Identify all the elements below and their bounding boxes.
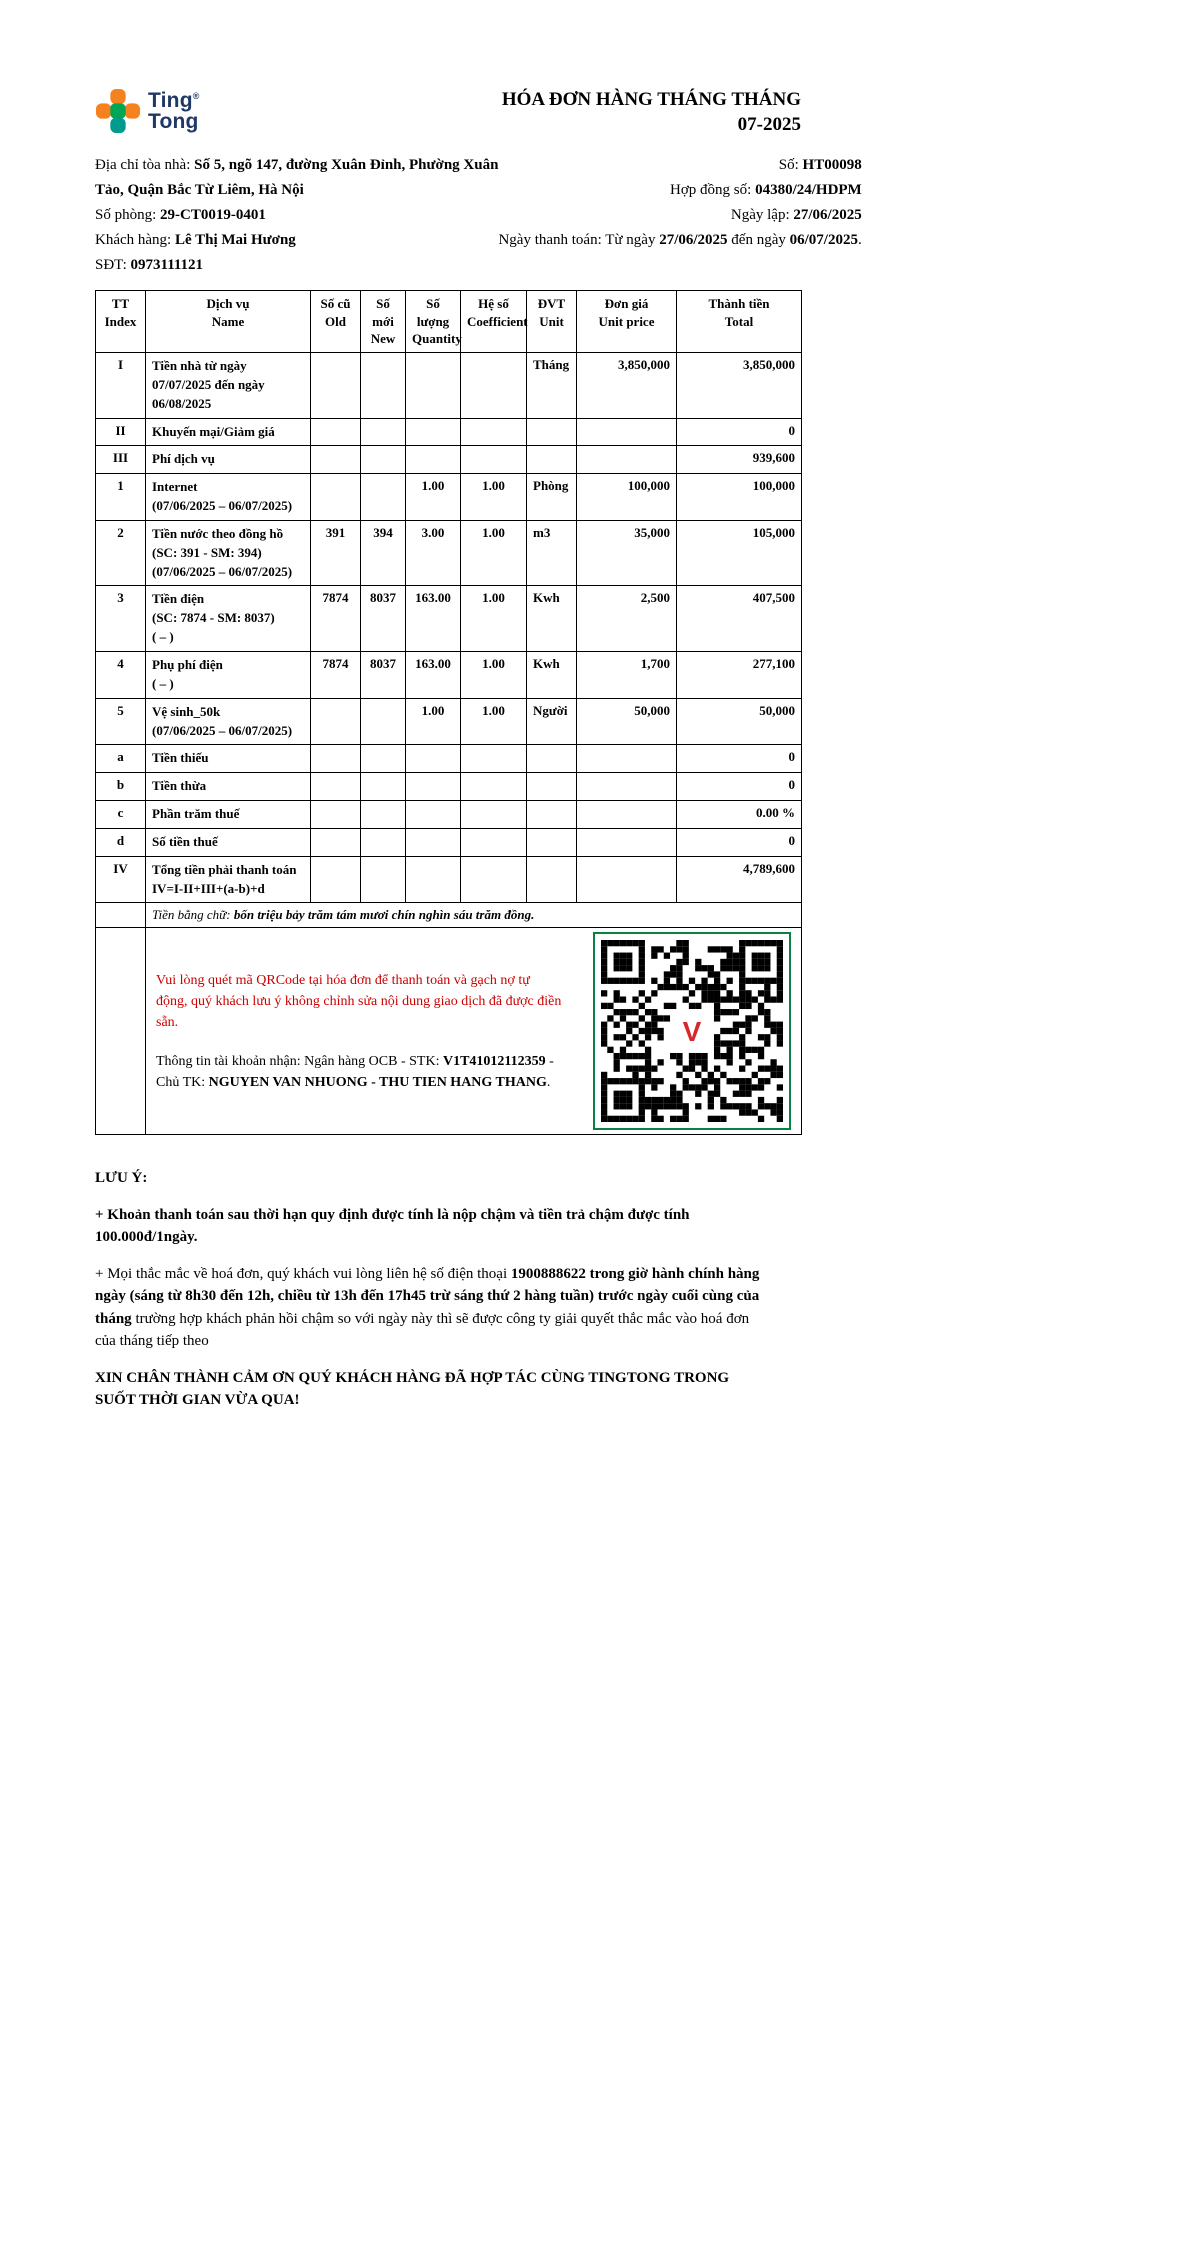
cell-price: 50,000 xyxy=(577,698,677,745)
cell-total: 0 xyxy=(677,773,802,801)
text-part: Địa chỉ tòa nhà: xyxy=(95,157,195,174)
invoice-table xyxy=(95,290,802,1135)
cell-unit xyxy=(527,856,577,903)
cell-new xyxy=(361,828,406,856)
cell-coef xyxy=(461,446,527,474)
table-body xyxy=(96,353,802,903)
cell-name: Số tiền thuế xyxy=(146,828,311,856)
cell-total: 4,789,600 xyxy=(677,856,802,903)
cell-index: 4 xyxy=(96,651,146,698)
cell-qty: 1.00 xyxy=(406,474,461,521)
cell-qty xyxy=(406,745,461,773)
text-part: 27/06/2025 xyxy=(659,232,728,249)
cell-new xyxy=(361,773,406,801)
amount-words-row xyxy=(96,903,802,928)
cell-new: 8037 xyxy=(361,586,406,652)
cell-index: II xyxy=(96,418,146,446)
cell-price: 2,500 xyxy=(577,586,677,652)
qr-row xyxy=(96,928,802,1135)
cell-coef xyxy=(461,773,527,801)
text-part: 04380/24/HDPM xyxy=(755,182,862,199)
text-part: Số 5, ngõ 147, đường Xuân Đỉnh, Phường Xuân xyxy=(194,157,499,174)
cell-new xyxy=(361,745,406,773)
table-row xyxy=(96,801,802,829)
cell-name: Phần trăm thuế xyxy=(146,801,311,829)
qr-code-image xyxy=(601,940,783,1122)
cell-old xyxy=(311,353,361,419)
cell-coef: 1.00 xyxy=(461,698,527,745)
cell-unit: Kwh xyxy=(527,651,577,698)
text-part: Ngày thanh toán: Từ ngày xyxy=(498,232,660,249)
cell-unit: Phòng xyxy=(527,474,577,521)
text-part: Lê Thị Mai Hương xyxy=(174,232,296,249)
text-part: V1T41012112359 xyxy=(442,1053,546,1069)
thank-you-note: XIN CHÂN THÀNH CẢM ƠN QUÝ KHÁCH HÀNG ĐÃ HỢP TÁC CÙNG TINGTONG TRONG SUỐT THỜI GIAN VỪA QUA! xyxy=(95,1369,730,1409)
text-part: Số phòng: xyxy=(95,207,161,224)
invoice-info xyxy=(95,153,862,278)
cell-old xyxy=(311,801,361,829)
table-footer xyxy=(96,903,802,1135)
invoice-title: HÓA ĐƠN HÀNG THÁNG THÁNG 07-2025 xyxy=(501,89,801,135)
info-line xyxy=(498,178,861,203)
cell-coef xyxy=(461,856,527,903)
cell-total: 105,000 xyxy=(677,520,802,586)
cell-name: Tiền nước theo đồng hồ (SC: 391 - SM: 394) (07/06/2025 – 06/07/2025) xyxy=(146,520,311,586)
table-row xyxy=(96,651,802,698)
amount-words-value: bốn triệu bảy trăm tám mươi chín nghìn sáu trăm đồng. xyxy=(233,907,535,923)
cell-index: c xyxy=(96,801,146,829)
notes-section xyxy=(95,1167,761,1412)
cell-name: Tổng tiền phải thanh toán IV=I-II+III+(a-b)+d xyxy=(146,856,311,903)
building-info xyxy=(95,153,498,278)
cell-unit xyxy=(527,418,577,446)
cell-qty xyxy=(406,446,461,474)
table-row xyxy=(96,828,802,856)
cell-new xyxy=(361,474,406,521)
logo-line2: Tong xyxy=(148,110,199,133)
cell-name: Tiền điện (SC: 7874 - SM: 8037) ( – ) xyxy=(146,586,311,652)
text-part: 27/06/2025 xyxy=(793,207,862,224)
svg-text:V: V xyxy=(682,1016,702,1048)
cell-price: 3,850,000 xyxy=(577,353,677,419)
text-part: Ngày lập: xyxy=(730,207,794,224)
cell-new xyxy=(361,418,406,446)
cell-qty xyxy=(406,418,461,446)
cell-price xyxy=(577,856,677,903)
table-row xyxy=(96,745,802,773)
cell-name: Vệ sinh_50k (07/06/2025 – 06/07/2025) xyxy=(146,698,311,745)
text-part: + Khoản thanh toán sau thời hạn quy định được tính là nộp chậm và tiền trả chậm được tính 100.000đ/1ngày. xyxy=(95,1206,690,1246)
column-header-price: Đơn giá Unit price xyxy=(577,291,677,353)
cell-price: 100,000 xyxy=(577,474,677,521)
cell-coef xyxy=(461,353,527,419)
column-header-index: TT Index xyxy=(96,291,146,353)
cell-coef: 1.00 xyxy=(461,586,527,652)
qr-notice: Vui lòng quét mã QRCode tại hóa đơn để thanh toán và gạch nợ tự động, quý khách lưu ý không chỉnh sửa nội dung giao dịch đã được điền sẵn. xyxy=(156,972,562,1030)
logo-text xyxy=(148,90,200,133)
table-header-row xyxy=(96,291,802,353)
cell-index: 1 xyxy=(96,474,146,521)
cell-new: 394 xyxy=(361,520,406,586)
cell-old: 7874 xyxy=(311,651,361,698)
cell-index: I xyxy=(96,353,146,419)
cell-name: Phí dịch vụ xyxy=(146,446,311,474)
cell-total: 407,500 xyxy=(677,586,802,652)
cell-new: 8037 xyxy=(361,651,406,698)
info-line xyxy=(498,153,861,178)
text-part: HT00098 xyxy=(802,157,862,174)
empty-cell xyxy=(96,928,146,1135)
text-part: . xyxy=(546,1074,551,1090)
account-info xyxy=(156,1051,564,1093)
logo-line1: Ting® xyxy=(148,88,200,112)
text-part: SĐT: xyxy=(95,257,131,274)
invoice-document xyxy=(95,0,862,1412)
cell-new xyxy=(361,353,406,419)
cell-old xyxy=(311,856,361,903)
cell-price xyxy=(577,418,677,446)
text-part: + Mọi thắc mắc về hoá đơn, quý khách vui lòng liên hệ số điện thoại xyxy=(95,1265,511,1282)
column-header-total: Thành tiền Total xyxy=(677,291,802,353)
cell-index: III xyxy=(96,446,146,474)
cell-unit: Người xyxy=(527,698,577,745)
cell-new xyxy=(361,446,406,474)
cell-coef: 1.00 xyxy=(461,651,527,698)
registered-mark: ® xyxy=(192,90,200,101)
invoice-meta xyxy=(498,153,861,278)
cell-qty xyxy=(406,801,461,829)
cell-old xyxy=(311,418,361,446)
cell-price xyxy=(577,773,677,801)
cell-unit: Tháng xyxy=(527,353,577,419)
table-row xyxy=(96,586,802,652)
cell-qty: 163.00 xyxy=(406,651,461,698)
cell-qty xyxy=(406,773,461,801)
table-row xyxy=(96,353,802,419)
cell-total: 0 xyxy=(677,828,802,856)
cell-index: IV xyxy=(96,856,146,903)
cell-old xyxy=(311,474,361,521)
cell-total: 50,000 xyxy=(677,698,802,745)
cell-total: 277,100 xyxy=(677,651,802,698)
info-line xyxy=(498,203,861,228)
note-contact xyxy=(95,1263,761,1353)
cell-total: 0 xyxy=(677,745,802,773)
cell-qty xyxy=(406,828,461,856)
text-part: Thông tin tài khoản nhận: Ngân hàng OCB - STK: xyxy=(156,1053,443,1069)
text-part: Số: xyxy=(778,157,803,174)
text-part: Tảo, Quận Bắc Từ Liêm, Hà Nội xyxy=(95,182,304,199)
cell-coef xyxy=(461,745,527,773)
cell-coef xyxy=(461,418,527,446)
payment-instructions xyxy=(156,970,564,1093)
info-line xyxy=(95,203,498,228)
cell-price xyxy=(577,828,677,856)
cell-index: 5 xyxy=(96,698,146,745)
cell-index: a xyxy=(96,745,146,773)
cell-coef xyxy=(461,801,527,829)
qr-payment-cell xyxy=(146,928,802,1135)
text-part: 0973111121 xyxy=(130,257,204,274)
table-row xyxy=(96,474,802,521)
column-header-new: Số mới New xyxy=(361,291,406,353)
empty-cell xyxy=(96,903,146,928)
cell-price xyxy=(577,745,677,773)
cell-new xyxy=(361,698,406,745)
cell-old xyxy=(311,828,361,856)
cell-name: Tiền nhà từ ngày 07/07/2025 đến ngày 06/08/2025 xyxy=(146,353,311,419)
amount-in-words xyxy=(146,903,802,928)
invoice-header xyxy=(95,88,801,137)
note-late-fee xyxy=(95,1204,761,1249)
cell-qty: 3.00 xyxy=(406,520,461,586)
table-row xyxy=(96,773,802,801)
cell-old xyxy=(311,773,361,801)
info-line xyxy=(95,178,498,203)
info-line xyxy=(498,228,861,253)
cell-name: Tiền thiếu xyxy=(146,745,311,773)
text-part: 29-CT0019-0401 xyxy=(160,207,266,224)
column-header-qty: Số lượng Quantity xyxy=(406,291,461,353)
cell-index: d xyxy=(96,828,146,856)
table-row xyxy=(96,418,802,446)
cell-qty xyxy=(406,856,461,903)
qr-payment-block xyxy=(152,932,795,1130)
cell-old: 391 xyxy=(311,520,361,586)
cell-unit xyxy=(527,446,577,474)
column-header-coef: Hệ số Coefficient xyxy=(461,291,527,353)
info-line xyxy=(95,153,498,178)
cell-old: 7874 xyxy=(311,586,361,652)
cell-price xyxy=(577,446,677,474)
text-part: . xyxy=(857,232,862,249)
cell-coef xyxy=(461,828,527,856)
cell-total: 0.00 % xyxy=(677,801,802,829)
cell-index: 3 xyxy=(96,586,146,652)
column-header-name: Dịch vụ Name xyxy=(146,291,311,353)
cell-new xyxy=(361,856,406,903)
cell-unit: m3 xyxy=(527,520,577,586)
text-part: 06/07/2025 xyxy=(789,232,858,249)
amount-words-label: Tiền bằng chữ: xyxy=(152,907,234,923)
column-header-unit: ĐVT Unit xyxy=(527,291,577,353)
cell-coef: 1.00 xyxy=(461,520,527,586)
table-row xyxy=(96,856,802,903)
cell-unit xyxy=(527,745,577,773)
cell-old xyxy=(311,698,361,745)
cell-total: 3,850,000 xyxy=(677,353,802,419)
cell-total: 0 xyxy=(677,418,802,446)
cell-index: 2 xyxy=(96,520,146,586)
table-row xyxy=(96,520,802,586)
cell-old xyxy=(311,745,361,773)
text-part: Khách hàng: xyxy=(95,232,175,249)
cell-unit xyxy=(527,801,577,829)
cell-name: Khuyến mại/Giảm giá xyxy=(146,418,311,446)
brand-logo xyxy=(95,88,200,134)
qr-code xyxy=(593,932,791,1130)
tingtong-logo-icon xyxy=(95,88,141,134)
text-part: đến ngày xyxy=(727,232,790,249)
cell-qty xyxy=(406,353,461,419)
cell-total: 939,600 xyxy=(677,446,802,474)
cell-new xyxy=(361,801,406,829)
info-line xyxy=(95,228,498,253)
cell-price: 35,000 xyxy=(577,520,677,586)
column-header-old: Số cũ Old xyxy=(311,291,361,353)
cell-name: Tiền thừa xyxy=(146,773,311,801)
cell-price xyxy=(577,801,677,829)
notes-heading: LƯU Ý: xyxy=(95,1170,148,1187)
cell-total: 100,000 xyxy=(677,474,802,521)
cell-old xyxy=(311,446,361,474)
cell-qty: 163.00 xyxy=(406,586,461,652)
table-row xyxy=(96,698,802,745)
text-part: 1900888622 trong giờ hành chính hàng ngày (sáng từ 8h30 đến 12h, chiều từ 13h đến 17h45 trừ sáng thứ 2 hàng tuần) xyxy=(95,1265,760,1305)
table-row xyxy=(96,446,802,474)
text-part: trường hợp khách phản hồi chậm so với ngày này thì sẽ được công ty giải quyết thắc mắc vào hoá đơn của tháng tiếp theo xyxy=(95,1310,750,1350)
cell-price: 1,700 xyxy=(577,651,677,698)
cell-unit: Kwh xyxy=(527,586,577,652)
cell-unit xyxy=(527,828,577,856)
cell-coef: 1.00 xyxy=(461,474,527,521)
text-part: - Chủ TK: xyxy=(156,1053,554,1090)
text-part: Hợp đồng số: xyxy=(670,182,756,199)
cell-qty: 1.00 xyxy=(406,698,461,745)
cell-unit xyxy=(527,773,577,801)
cell-name: Phụ phí điện ( – ) xyxy=(146,651,311,698)
cell-name: Internet (07/06/2025 – 06/07/2025) xyxy=(146,474,311,521)
text-part: trước ngày cuối cùng của tháng xyxy=(95,1288,760,1327)
cell-index: b xyxy=(96,773,146,801)
info-line xyxy=(95,253,498,278)
text-part: NGUYEN VAN NHUONG - THU TIEN HANG THANG xyxy=(208,1074,547,1090)
